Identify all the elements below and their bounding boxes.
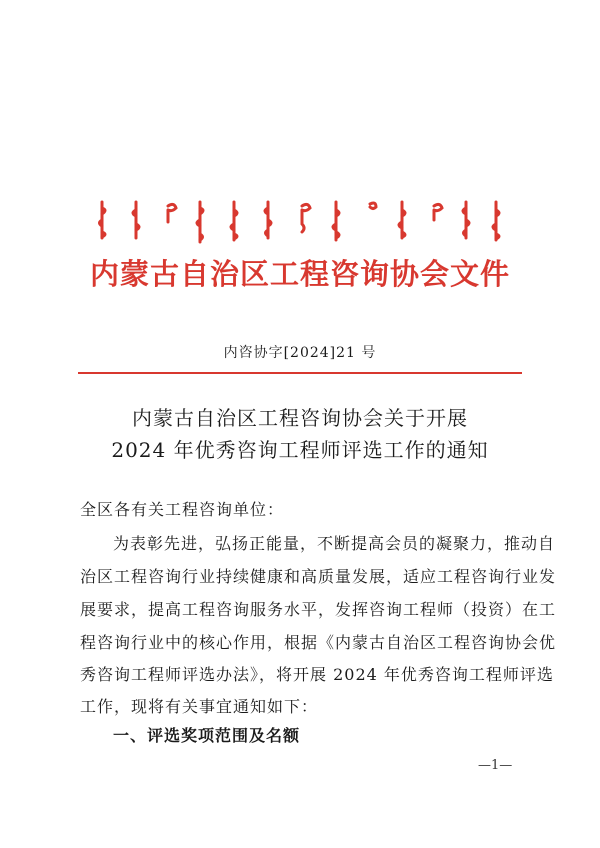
document-number: 内咨协字[2024]21 号: [223, 345, 377, 361]
salutation: 全区各有关工程咨询单位：: [80, 500, 285, 519]
paragraph-line: 工作，现将有关事宜通知如下：: [80, 697, 319, 716]
mongolian-glyph: [197, 202, 203, 242]
mongolian-glyph: [133, 202, 139, 238]
paragraph-line: 秀咨询工程师评选办法》，将开展 2024 年优秀咨询工程师评选: [80, 665, 554, 684]
mongolian-glyph: [463, 202, 469, 238]
mongolian-glyph: [370, 203, 376, 209]
mongolian-glyph: [493, 202, 499, 240]
mongolian-glyph: [168, 204, 176, 222]
mongolian-glyph: [231, 202, 237, 240]
mongolian-glyph: [434, 204, 442, 220]
paragraph-line: 展要求，提高工程咨询服务水平，发挥咨询工程师（投资）在工: [80, 600, 557, 619]
page-number: —1—: [478, 758, 513, 773]
notice-title-line-1: 内蒙古自治区工程咨询协会关于开展: [132, 406, 468, 430]
section-heading: 一、评选奖项范围及名额: [113, 726, 301, 745]
paragraph-line: 治区工程咨询行业持续健康和高质量发展，适应工程咨询行业发: [80, 567, 557, 586]
mongolian-glyph: [302, 204, 310, 232]
mongolian-glyph: [100, 202, 106, 238]
document-header-title: 内蒙古自治区工程咨询协会文件: [89, 257, 510, 291]
mongolian-glyph: [265, 202, 271, 238]
notice-title-line-2: 2024 年优秀咨询工程师评选工作的通知: [111, 438, 489, 462]
paragraph-line: 为表彰先进，弘扬正能量，不断提高会员的凝聚力，推动自: [113, 534, 556, 553]
mongolian-title-graphic: [96, 198, 504, 246]
red-divider-line: [78, 372, 522, 374]
mongolian-glyph: [333, 202, 339, 240]
mongolian-glyph: [399, 202, 405, 238]
paragraph-line: 程咨询行业中的核心作用，根据《内蒙古自治区工程咨询协会优: [80, 633, 557, 652]
